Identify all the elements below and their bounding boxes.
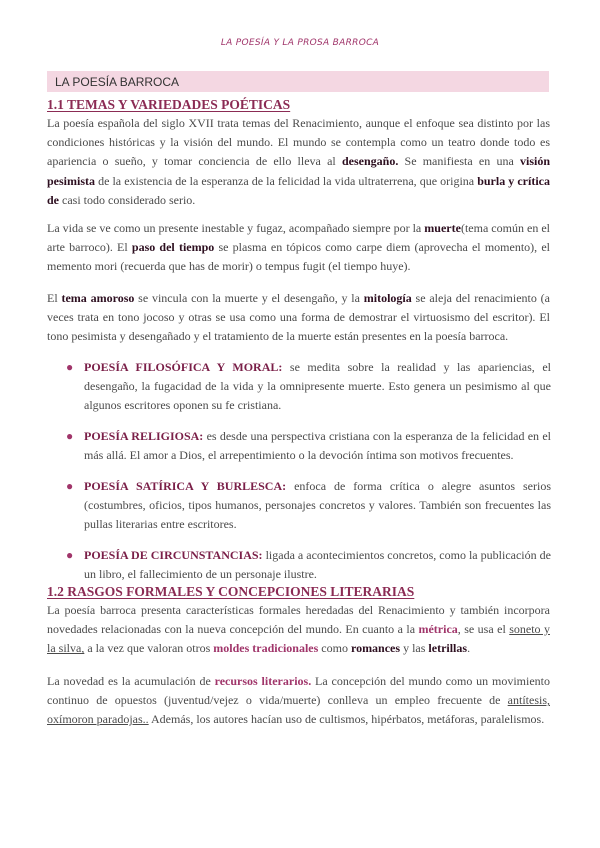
paragraph-3: El tema amoroso se vincula con la muerte y el desengaño, y la mitología se aleja del renacimiento (a veces trata en tono jocoso y otras se usa como una forma de demostrar el virtuosismo del escritor). El tono pesimista y desengañado y el tratamiento de la muerte están presentes en la poesía barroca. bbox=[47, 291, 551, 344]
paragraph-4: La poesía barroca presenta características formales heredadas del Renacimiento y también incorpora novedades relacionadas con la nueva concepción del mundo. En cuanto a la métrica, se usa el soneto y la silva, a la vez que valoran otros moldes tradicionales como romances y las letrillas. bbox=[47, 603, 550, 656]
paragraph-1: La poesía española del siglo XVII trata temas del Renacimiento, aunque el enfoque sea distinto por las condiciones históricas y la visión del mundo. El mundo se contempla como un teatro donde todo es apariencia o sueño, y tomar conciencia de ello lleva al desengaño. Se manifiesta en una visión pesimista de la existencia de la esperanza de la felicidad la vida ultraterrena, que origina burla y crítica de casi todo considerado serio. bbox=[47, 116, 550, 207]
list-item: ● POESÍA RELIGIOSA: es desde una perspectiva cristiana con la esperanza de la felicidad en el más allá. El amor a Dios, el arrepentimiento o la devoción íntima son motivos frecuentes. bbox=[66, 429, 551, 462]
bullet-icon: ● bbox=[66, 360, 74, 374]
section-title-bar bbox=[47, 71, 549, 92]
bullet-icon: ● bbox=[66, 548, 74, 562]
bullet-icon: ● bbox=[66, 479, 74, 493]
page-header: LA POESÍA Y LA PROSA BARROCA bbox=[220, 38, 380, 48]
list-item: ● POESÍA SATÍRICA Y BURLESCA: enfoca de forma crítica o alegre asuntos serios (costumbres, oficios, tipos humanos, personajes concretos y valores. También son frecuentes las pullas literarias entre escritores. bbox=[66, 479, 552, 531]
heading-1-2: 1.2 RASGOS FORMALES Y CONCEPCIONES LITERARIAS bbox=[47, 584, 415, 599]
list-item: ● POESÍA FILOSÓFICA Y MORAL: se medita sobre la realidad y las apariencias, el desengaño, la fugacidad de la vida y la omnipresente muerte. Esto genera un pesimismo al que algunos escritores oponen su fe cristiana. bbox=[66, 360, 551, 412]
section-title: LA POESÍA BARROCA bbox=[55, 75, 180, 89]
list-item: ● POESÍA DE CIRCUNSTANCIAS: ligada a acontecimientos concretos, como la publicación de un libro, el fallecimiento de un personaje ilustre. bbox=[66, 548, 551, 581]
heading-1-1: 1.1 TEMAS Y VARIEDADES POÉTICAS bbox=[47, 97, 291, 112]
bullet-icon: ● bbox=[66, 429, 74, 443]
paragraph-2: La vida se ve como un presente inestable y fugaz, acompañado siempre por la muerte(tema común en el arte barroco). El paso del tiempo se plasma en tópicos como carpe diem (aprovecha el momento), el memento mori (recuerda que has de morir) o tempus fugit (el tiempo huye). bbox=[47, 221, 551, 274]
paragraph-5: La novedad es la acumulación de recursos literarios. La concepción del mundo como un movimiento continuo de opuestos (juventud/vejez o vida/muerte) conlleva un empleo frecuente de antítesis, oxímoron paradojas.. Además, los autores hacían uso de cultismos, hipérbatos, metáforas, paralelismos. bbox=[47, 674, 550, 727]
poetry-types-list bbox=[66, 358, 551, 596]
